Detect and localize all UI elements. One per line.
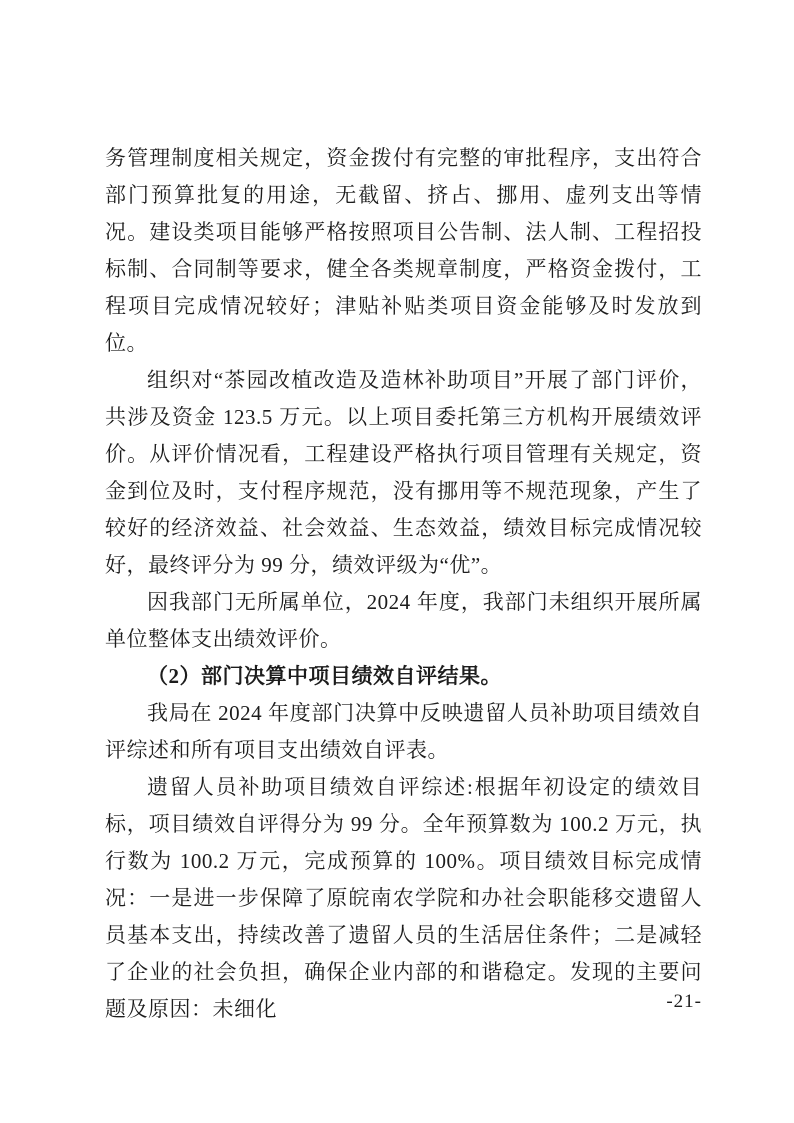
paragraph-final-accounts-reflection: 我局在 2024 年度部门决算中反映遗留人员补助项目绩效自评综述和所有项目支出绩效自评表。 bbox=[105, 701, 702, 762]
page-number: -21- bbox=[666, 991, 702, 1012]
document-body bbox=[105, 140, 702, 1028]
paragraph-no-subordinate-units: 因我部门无所属单位，2024 年度，我部门未组织开展所属单位整体支出绩效评价。 bbox=[105, 590, 702, 651]
heading-self-evaluation-results: （2）部门决算中项目绩效自评结果。 bbox=[147, 664, 502, 688]
paragraph-department-evaluation: 组织对“茶园改植改造及造林补助项目”开展了部门评价，共涉及资金 123.5 万元。以上项目委托第三方机构开展绩效评价。从评价情况看，工程建设严格执行项目管理有关规定，资金到位及时，支付程序规范，没有挪用等不规范现象，产生了较好的经济效益、社会效益、生态效益，绩效目标完成情况较好，最终评分为 99 分，绩效评级为“优”。 bbox=[105, 368, 702, 577]
paragraph-fund-management-continuation: 务管理制度相关规定，资金拨付有完整的审批程序，支出符合部门预算批复的用途，无截留、挤占、挪用、虚列支出等情况。建设类项目能够严格按照项目公告制、法人制、工程招投标制、合同制等要求，健全各类规章制度，严格资金拨付，工程项目完成情况较好；津贴补贴类项目资金能够及时发放到位。 bbox=[105, 146, 702, 355]
paragraph-self-evaluation-summary: 遗留人员补助项目绩效自评综述:根据年初设定的绩效目标，项目绩效自评得分为 99 分。全年预算数为 100.2 万元，执行数为 100.2 万元，完成预算的 100%。项目绩效目标完成情况：一是进一步保障了原皖南农学院和办社会职能移交遗留人员基本支出，持续改善了遗留人员的生活居住条件；二是减轻了企业的社会负担，确保企业内部的和谐稳定。发现的主要问题及原因：未细化 bbox=[105, 775, 702, 1021]
